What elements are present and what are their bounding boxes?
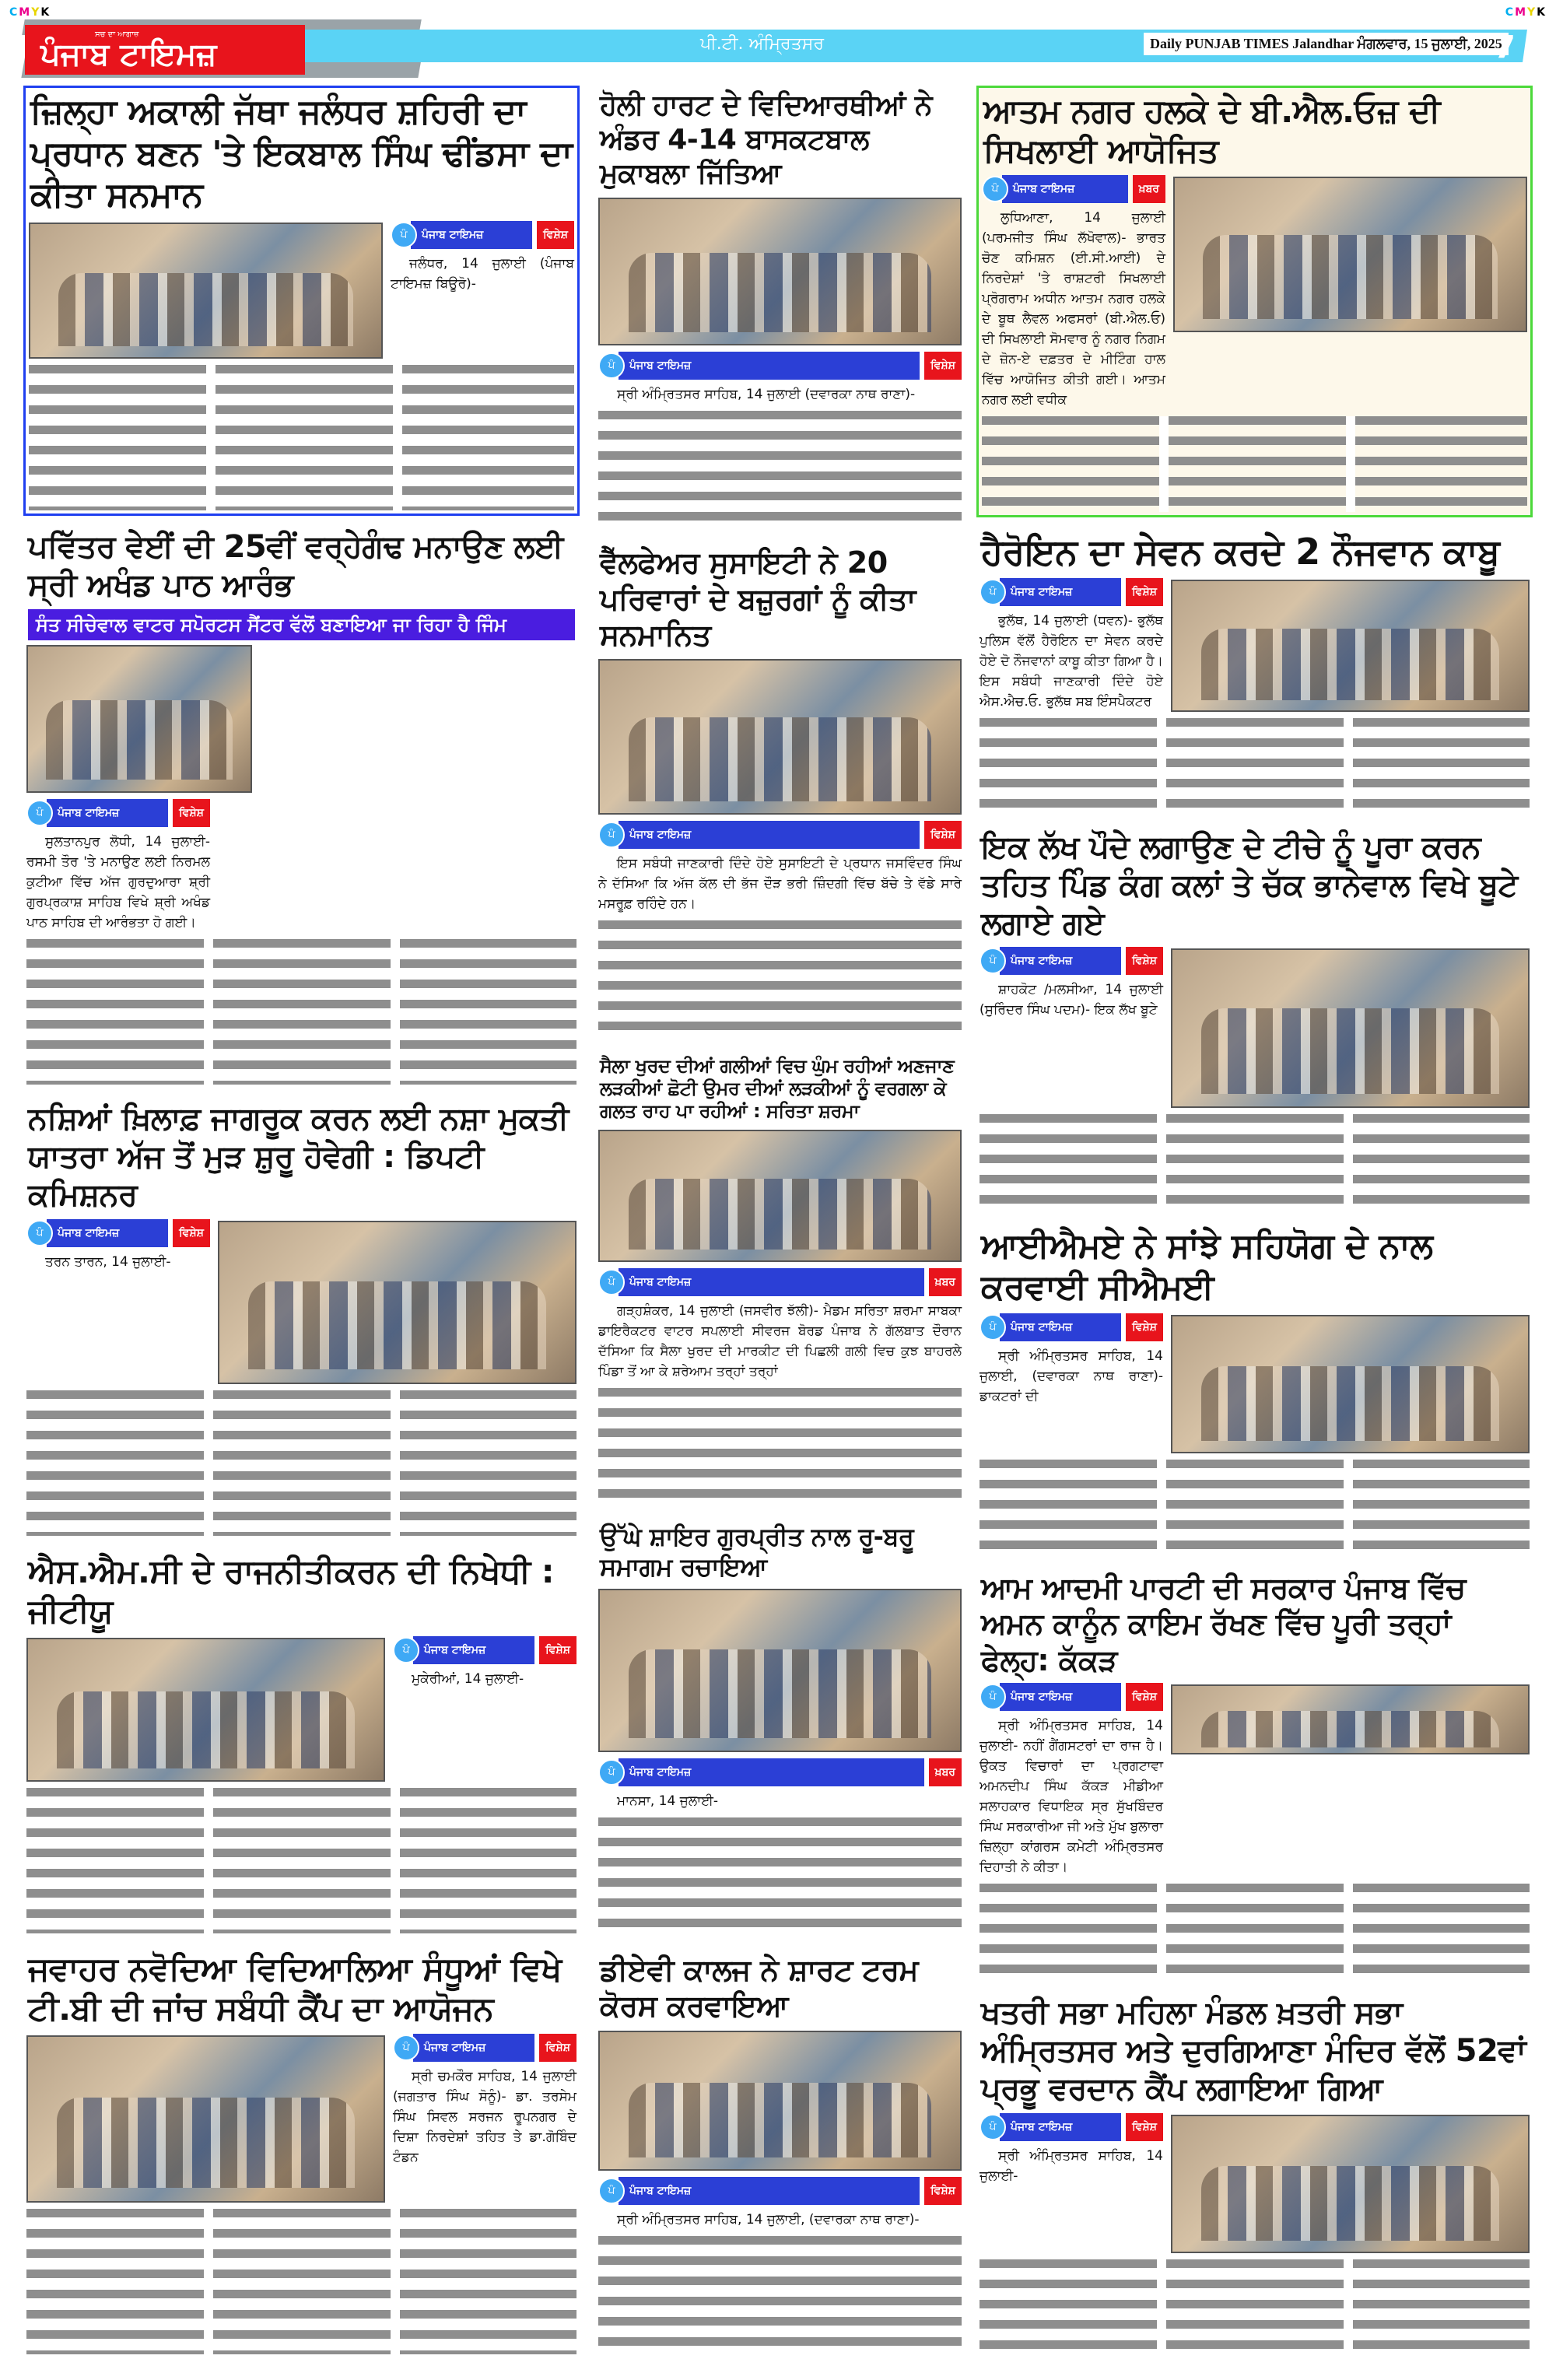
article-lead [980,2115,1163,2253]
article-photo [598,198,962,345]
photo-people [1201,1366,1500,1441]
article-photo [598,659,962,815]
news-article [976,1222,1533,1558]
badge-tag: ਖ਼ਬਰ [929,1268,962,1296]
article-content [595,1586,965,1814]
brand-logo-icon: ਪੰ [598,822,625,848]
photo-people [629,2083,931,2158]
column-left [23,86,580,2357]
cmyk-mark-left: CMYK [9,6,51,19]
article-body-columns [980,1460,1530,1555]
photo-people [629,1179,931,1250]
article-lead [980,1684,1163,1877]
article-content [26,219,577,362]
article-body-columns [26,2209,576,2354]
badge-tag: ਵਿਸ਼ੇਸ਼ [924,2177,962,2205]
article-photo [29,223,383,359]
article-photo [1171,948,1530,1108]
masthead-dateline: Daily PUNJAB TIMES Jalandhar ਮੰਗਲਵਾਰ, 15 ਜੁਲਾਈ, 2025 [1144,33,1509,55]
article-photo [26,2035,385,2203]
article-lead [980,948,1163,1108]
badge-brand: ਪੰਜਾਬ ਟਾਇਮਜ਼ [619,1268,924,1296]
masthead-logo [25,25,305,75]
source-badge [393,2035,576,2060]
brand-logo-icon: ਪੰ [393,1637,419,1663]
article-body-columns [598,411,962,530]
cmyk-mark-right: CMYK [1505,6,1547,19]
source-badge [982,177,1165,202]
article-subhead: ਸੰਤ ਸੀਚੇਵਾਲ ਵਾਟਰ ਸਪੋਰਟਸ ਸੈਂਟਰ ਵੱਲੋਂ ਬਣਾਇਆ ਜਾ ਰਿਹਾ ਹੈ ਜਿੰਮ [28,609,575,640]
article-photo [1173,177,1527,332]
source-badge [980,1315,1163,1340]
article-lead [598,353,962,405]
photo-people [1201,2166,1500,2241]
article-lead [980,1315,1163,1453]
article-body-columns [982,416,1527,511]
badge-brand: ਪੰਜਾਬ ਟਾਇਮਜ਼ [1000,1313,1121,1341]
news-article [976,86,1533,517]
source-badge [598,1760,962,1785]
news-article [595,1519,965,1940]
article-body-columns [26,1788,576,1933]
article-photo [26,1638,385,1782]
badge-tag: ਵਿਸ਼ੇਸ਼ [539,1636,576,1664]
source-badge [980,2115,1163,2140]
article-headline[interactable]: ਆਈਐਮਏ ਨੇ ਸਾਂਝੇ ਸਹਿਯੋਗ ਦੇ ਨਾਲ ਕਰਵਾਈ ਸੀਐਮਈ [981,1225,1433,1308]
article-dateline-text: ਮੁਕੇਰੀਆਂ, 14 ਜੁਲਾਈ- [412,1670,524,1687]
article-headline[interactable]: ਆਤਮ ਨਗਰ ਹਲਕੇ ਦੇ ਬੀ.ਐਲ.ਓਜ਼ ਦੀ ਸਿਖਲਾਈ ਆਯੋਜਿਤ [983,92,1441,170]
badge-brand: ਪੰਜਾਬ ਟਾਇਮਜ਼ [413,2034,534,2062]
news-article [595,1949,965,2357]
article-content [979,174,1530,413]
brand-logo-icon: ਪੰ [26,800,53,826]
logo-tagline: ਸਚ ਦਾ ਆਗਾਜ਼ [95,30,139,39]
news-article [23,1548,580,1937]
article-headline[interactable]: ਡੀਏਵੀ ਕਾਲਜ ਨੇ ਸ਼ਾਰਟ ਟਰਮ ਕੋਰਸ ਕਰਵਾਇਆ [600,1952,919,2024]
brand-logo-icon: ਪੰ [598,352,625,379]
photo-people [248,1281,547,1369]
article-photo [1171,1684,1530,1754]
article-content [23,2032,580,2206]
photo-people [629,1649,931,1737]
article-dateline-text: ਸ੍ਰੀ ਅੰਮ੍ਰਿਤਸਰ ਸਾਹਿਬ, 14 ਜੁਲਾਈ, (ਦਵਾਰਕਾ ਨਾਥ ਰਾਣਾ)- [617,2211,920,2228]
photo-people [1201,629,1500,699]
photo-people [57,1691,356,1769]
article-headline[interactable]: ਉੱਘੇ ਸ਼ਾਇਰ ਗੁਰਪ੍ਰੀਤ ਨਾਲ ਰੂ-ਬਰੂ ਸਮਾਗਮ ਰਚਾਇਆ [600,1522,914,1583]
article-content [976,2112,1533,2256]
article-body-columns [598,2236,962,2355]
article-body-columns [598,1388,962,1507]
photo-people [1201,1008,1500,1095]
badge-brand: ਪੰਜਾਬ ਟਾਇਮਜ਼ [1000,1683,1121,1711]
badge-tag: ਵਿਸ਼ੇਸ਼ [173,799,210,827]
article-headline[interactable]: ਹੈਰੋਇਨ ਦਾ ਸੇਵਨ ਕਰਦੇ 2 ਨੌਜਵਾਨ ਕਾਬੂ [981,530,1500,573]
news-article [595,542,965,1043]
article-dateline-text: ਮਾਨਸਾ, 14 ਜੁਲਾਈ- [617,1793,719,1810]
source-badge [26,801,210,825]
column-right [976,86,1533,2357]
brand-logo-icon: ਪੰ [598,1269,625,1295]
article-content [23,1218,580,1387]
badge-tag: ਵਿਸ਼ੇਸ਼ [1126,1683,1163,1711]
article-headline[interactable]: ਸੈਲਾ ਖੁਰਦ ਦੀਆਂ ਗਲੀਆਂ ਵਿਚ ਘੁੰਮ ਰਹੀਆਂ ਅਣਜਾਣ ਲੜਕੀਆਂ ਛੋਟੀ ਉਮਰ ਦੀਆਂ ਲੜਕੀਆਂ ਨੂੰ ਵਰਗਲਾ ਕੇ ਗਲਤ ਰਾਹ ਪਾ ਰਹੀਆਂ : ਸਰਿਤਾ ਸ਼ਰਮਾ [600,1054,955,1123]
badge-brand: ਪੰਜਾਬ ਟਾਇਮਜ਼ [619,1758,924,1786]
article-photo [598,1130,962,1262]
badge-tag: ਵਿਸ਼ੇਸ਼ [1126,947,1163,975]
article-body-columns [26,1390,576,1536]
badge-tag: ਵਿਸ਼ੇਸ਼ [924,821,962,849]
article-content [595,1127,965,1385]
article-body-columns [980,2259,1530,2354]
article-body-columns [26,939,576,1085]
photo-people [629,717,931,801]
article-lead [393,2035,576,2203]
source-badge [391,223,574,247]
article-dateline-text: ਤਰਨ ਤਾਰਨ, 14 ਜੁਲਾਈ- [45,1253,171,1270]
news-article [23,1946,580,2357]
article-lead [26,1221,210,1384]
badge-brand: ਪੰਜਾਬ ਟਾਇਮਜ਼ [413,1636,534,1664]
brand-logo-icon: ਪੰ [980,1684,1006,1710]
photo-people [57,2098,356,2188]
source-badge [980,1684,1163,1709]
article-headline[interactable]: ਹੋਲੀ ਹਾਰਟ ਦੇ ਵਿਦਿਆਰਥੀਆਂ ਨੇ ਅੰਡਰ 4-14 ਬਾਸਕਟਬਾਲ ਮੁਕਾਬਲਾ ਜਿੱਤਿਆ [600,89,933,190]
badge-tag: ਵਿਸ਼ੇਸ਼ [924,352,962,380]
article-headline[interactable]: ਆਮ ਆਦਮੀ ਪਾਰਟੀ ਦੀ ਸਰਕਾਰ ਪੰਜਾਬ ਵਿੱਚ ਅਮਨ ਕਾਨੂੰਨ ਕਾਇਮ ਰੱਖਣ ਵਿੱਚ ਪੂਰੀ ਤਰ੍ਹਾਂ ਫੇਲ੍ਹ: ਕੱਕੜ [981,1571,1466,1677]
brand-logo-icon: ਪੰ [26,1220,53,1246]
article-content [595,2028,965,2233]
badge-brand: ਪੰਜਾਬ ਟਾਇਮਜ਼ [1000,947,1121,975]
article-content [595,656,965,917]
badge-brand: ਪੰਜਾਬ ਟਾਇਮਜ਼ [411,221,532,249]
article-body-columns [980,718,1530,813]
article-dateline-text: ਜਲੰਧਰ, 14 ਜੁਲਾਈ (ਪੰਜਾਬ ਟਾਇਮਜ਼ ਬਿਊਰੋ)- [391,256,574,293]
edition-city: ਪੀ.ਟੀ. ਅੰਮ੍ਰਿਤਸਰ [700,34,825,54]
badge-brand: ਪੰਜਾਬ ਟਾਇਮਜ਼ [1000,2113,1121,2141]
article-content [23,642,580,936]
badge-brand: ਪੰਜਾਬ ਟਾਇਮਜ਼ [1000,578,1121,606]
news-article [976,825,1533,1213]
article-headline[interactable]: ਨਸ਼ਿਆਂ ਖ਼ਿਲਾਫ਼ ਜਾਗਰੂਕ ਕਰਨ ਲਈ ਨਸ਼ਾ ਮੁਕਤੀ ਯਾਤਰਾ ਅੱਜ ਤੋਂ ਮੁੜ ਸ਼ੁਰੂ ਹੋਵੇਗੀ : ਡਿਪਟੀ ਕਮਿਸ਼ਨਰ [28,1101,569,1214]
article-photo [218,1221,576,1384]
badge-tag: ਖ਼ਬਰ [1133,175,1165,203]
article-dateline-text: ਸ੍ਰੀ ਅੰਮ੍ਰਿਤਸਰ ਸਾਹਿਬ, 14 ਜੁਲਾਈ- ਨਹੀਂ ਗੈਂਗਸਟਰਾਂ ਦਾ ਰਾਜ ਹੈ। ਉਕਤ ਵਿਚਾਰਾਂ ਦਾ ਪ੍ਰਗਟਾਵਾ ਅਮਨਦੀਪ ਸਿੰਘ ਕੱਕੜ ਮੀਡੀਆ ਸਲਾਹਕਾਰ ਵਿਧਾਇਕ ਸ੍ਰ ਸੁੱਖਬਿੰਦਰ ਸਿੰਘ ਸਰਕਾਰੀਆ ਜੀ ਅਤੇ ਮੁੱਖ ਬੁਲਾਰਾ ਜ਼ਿਲ੍ਹਾ ਕਾਂਗਰਸ ਕਮੇਟੀ ਅੰਮ੍ਰਿਤਸਰ ਦਿਹਾਤੀ ਨੇ ਕੀਤਾ। [980,1718,1163,1876]
source-badge [980,580,1163,605]
article-dateline-text: ਇਸ ਸਬੰਧੀ ਜਾਣਕਾਰੀ ਦਿੰਦੇ ਹੋਏ ਸੁਸਾਇਟੀ ਦੇ ਪ੍ਰਧਾਨ ਜਸਵਿੰਦਰ ਸਿੰਘ ਨੇ ਦੱਸਿਆ ਕਿ ਅੱਜ ਕੱਲ ਦੀ ਭੱਜ ਦੌੜ ਭਰੀ ਜ਼ਿੰਦਗੀ ਵਿੱਚ ਬੱਚੇ ਤੇ ਵੱਡੇ ਸਾਰੇ ਮਸਰੂਫ਼ ਰਹਿੰਦੇ ਹਨ। [598,856,962,913]
article-content [595,195,965,408]
article-lead [26,801,210,933]
article-lead [982,177,1165,410]
badge-tag: ਵਿਸ਼ੇਸ਼ [1126,2113,1163,2141]
source-badge [598,353,962,378]
article-headline[interactable]: ਐਸ.ਐਮ.ਸੀ ਦੇ ਰਾਜਨੀਤੀਕਰਨ ਦੀ ਨਿਖੇਧੀ : ਜੀਟੀਯੂ [28,1552,555,1631]
article-photo [1171,2115,1530,2253]
article-lead [598,822,962,914]
article-content [976,1312,1533,1456]
news-article [976,527,1533,816]
article-content [976,577,1533,715]
badge-brand: ਪੰਜਾਬ ਟਾਇਮਜ਼ [619,821,920,849]
article-lead [393,1638,576,1782]
logo-name: ਪੰਜਾਬ ਟਾਇਮਜ਼ [40,36,217,72]
photo-people [1201,1711,1500,1747]
article-dateline-text: ਸ਼ਾਹਕੋਟ /ਮਲਸੀਆ, 14 ਜੁਲਾਈ (ਸੁਰਿੰਦਰ ਸਿੰਘ ਪਦਮ)- ਇਕ ਲੱਖ ਬੂਟੇ [980,982,1163,1018]
article-dateline-text: ਗੜ੍ਹਸ਼ੰਕਰ, 14 ਜੁਲਾਈ (ਜਸਵੀਰ ਝੱਲੀ)- ਮੈਡਮ ਸਰਿਤਾ ਸ਼ਰਮਾ ਸਾਬਕਾ ਡਾਇਰੈਕਟਰ ਵਾਟਰ ਸਪਲਾਈ ਸੀਵਰਜ ਬੋਰਡ ਪੰਜਾਬ ਨੇ ਗੱਲਬਾਤ ਦੌਰਾਨ ਦੱਸਿਆ ਕਿ ਸੈਲਾ ਖੁਰਦ ਦੀ ਮਾਰਕੀਟ ਦੀ ਪਿਛਲੀ ਗਲੀ ਵਿਚ ਕੁਝ ਬਾਹਰਲੇ ਪਿੰਡਾ ਤੋਂ ਆ ਕੇ ਸ਼ਰੇਆਮ ਤਰ੍ਹਾਂ ਤਰ੍ਹਾਂ [598,1302,962,1379]
photo-people [1203,235,1498,319]
article-lead [391,223,574,359]
article-lead [980,580,1163,712]
article-headline[interactable]: ਵੈੱਲਫੇਅਰ ਸੁਸਾਇਟੀ ਨੇ 20 ਪਰਿਵਾਰਾਂ ਦੇ ਬਜ਼ੁਰਗਾਂ ਨੂੰ ਕੀਤਾ ਸਨਮਾਨਿਤ [600,545,916,652]
source-badge [980,948,1163,973]
article-body-columns [29,365,574,510]
news-article [976,1991,1533,2357]
article-body-columns [598,1817,962,1937]
source-badge [26,1221,210,1246]
brand-logo-icon: ਪੰ [980,579,1006,605]
article-photo [598,2031,962,2171]
article-headline[interactable]: ਖਤਰੀ ਸਭਾ ਮਹਿਲਾ ਮੰਡਲ ਖ਼ਤਰੀ ਸਭਾ ਅੰਮ੍ਰਿਤਸਰ ਅਤੇ ਦੁਰਗਿਆਣਾ ਮੰਦਿਰ ਵੱਲੋਂ 52ਵਾਂ ਪ੍ਰਭੂ ਵਰਦਾਨ ਕੈਂਪ ਲਗਾਇਆ ਗਿਆ [981,1995,1526,2107]
article-lead [598,1270,962,1382]
badge-brand: ਪੰਜਾਬ ਟਾਇਮਜ਼ [47,799,168,827]
brand-logo-icon: ਪੰ [598,1759,625,1786]
article-photo [26,645,252,793]
article-photo [1171,1315,1530,1453]
news-article [23,86,580,516]
article-headline[interactable]: ਜ਼ਿਲ੍ਹਾ ਅਕਾਲੀ ਜੱਥਾ ਜਲੰਧਰ ਸ਼ਹਿਰੀ ਦਾ ਪ੍ਰਧਾਨ ਬਣਨ 'ਤੇ ਇਕਬਾਲ ਸਿੰਘ ਢੀਂਡਸਾ ਦਾ ਕੀਤਾ ਸਨਮਾਨ [30,92,573,216]
article-headline[interactable]: ਜਵਾਹਰ ਨਵੋਦਿਆ ਵਿਦਿਆਲਿਆ ਸੰਧੂਆਂ ਵਿਖੇ ਟੀ.ਬੀ ਦੀ ਜਾਂਚ ਸਬੰਧੀ ਕੈਂਪ ਦਾ ਆਯੋਜਨ [28,1950,562,2028]
news-article [23,525,580,1088]
brand-logo-icon: ਪੰ [598,2178,625,2204]
article-photo [1171,580,1530,712]
article-photo [598,1589,962,1752]
article-content [976,1681,1533,1881]
article-dateline-text: ਭੁਲੱਥ, 14 ਜੁਲਾਈ (ਧਵਨ)- ਭੁਲੱਥ ਪੁਲਿਸ ਵੱਲੋਂ ਹੈਰੋਇਨ ਦਾ ਸੇਵਨ ਕਰਦੇ ਹੋਏ ਦੋ ਨੌਜਵਾਨਾਂ ਕਾਬੂ ਕੀਤਾ ਗਿਆ ਹੈ। ਇਸ ਸਬੰਧੀ ਜਾਣਕਾਰੀ ਦਿੰਦੇ ਹੋਏ ਐਸ.ਐਚ.ਓ. ਭੁਲੱਥ ਸਬ ਇੰਸਪੈਕਟਰ [980,612,1163,710]
article-lead [598,1760,962,1811]
badge-tag: ਵਿਸ਼ੇਸ਼ [173,1219,210,1247]
badge-brand: ਪੰਜਾਬ ਟਾਇਮਜ਼ [47,1219,168,1247]
news-article [976,1567,1533,1982]
column-middle [595,86,965,2357]
article-lead [598,2178,962,2230]
badge-brand: ਪੰਜਾਬ ਟਾਇਮਜ਼ [619,352,920,380]
photo-people [46,700,233,780]
badge-tag: ਵਿਸ਼ੇਸ਼ [537,221,574,249]
badge-tag: ਵਿਸ਼ੇਸ਼ [1126,1313,1163,1341]
article-dateline-text: ਸ੍ਰੀ ਅੰਮ੍ਰਿਤਸਰ ਸਾਹਿਬ, 14 ਜੁਲਾਈ- [980,2147,1163,2184]
article-dateline-text: ਸੁਲਤਾਨਪੁਰ ਲੋਧੀ, 14 ਜੁਲਾਈ- ਰਸਮੀ ਤੌਰ 'ਤੇ ਮਨਾਉਣ ਲਈ ਨਿਰਮਲ ਕੁਟੀਆ ਵਿੱਚ ਅੱਜ ਗੁਰਦੁਆਰਾ ਸ਼੍ਰੀ ਗੁਰਪ੍ਰਕਾਸ਼ ਸਾਹਿਬ ਵਿਖੇ ਸ਼੍ਰੀ ਅਖੰਡ ਪਾਠ ਸਾਹਿਬ ਦੀ ਆਰੰਭਤਾ ਹੋ ਗਈ। [26,834,210,931]
photo-people [629,253,931,332]
badge-tag: ਵਿਸ਼ੇਸ਼ [539,2034,576,2062]
brand-logo-icon: ਪੰ [980,948,1006,974]
photo-people [58,273,353,346]
source-badge [598,2178,962,2203]
brand-logo-icon: ਪੰ [393,2035,419,2061]
news-article [595,1052,965,1509]
brand-logo-icon: ਪੰ [391,222,417,248]
badge-tag: ਖ਼ਬਰ [929,1758,962,1786]
article-body-columns [980,1114,1530,1209]
article-content [23,1635,580,1785]
article-headline[interactable]: ਪਵਿੱਤਰ ਵੇਈਂ ਦੀ 25ਵੀਂ ਵਰ੍ਹੇਗੰਢ ਮਨਾਉਣ ਲਈ ਸ੍ਰੀ ਅਖੰਡ ਪਾਠ ਆਰੰਭ [28,529,563,604]
article-body-columns [598,920,962,1039]
news-article [23,1097,580,1539]
news-article [595,86,965,532]
article-content [976,945,1533,1111]
brand-logo-icon: ਪੰ [980,2114,1006,2140]
article-dateline-text: ਸ੍ਰੀ ਚਮਕੌਰ ਸਾਹਿਬ, 14 ਜੁਲਾਈ (ਜਗਤਾਰ ਸਿੰਘ ਸੋਨੂੰ)- ਡਾ. ਤਰਸੇਮ ਸਿੰਘ ਸਿਵਲ ਸਰਜਨ ਰੂਪਨਗਰ ਦੇ ਦਿਸ਼ਾ ਨਿਰਦੇਸ਼ਾਂ ਤਹਿਤ ਤੇ ਡਾ.ਗੋਬਿੰਦ ਟੰਡਨ [393,2068,576,2165]
badge-tag: ਵਿਸ਼ੇਸ਼ [1126,578,1163,606]
source-badge [598,1270,962,1295]
article-dateline-text: ਲੁਧਿਆਣਾ, 14 ਜੁਲਾਈ (ਪਰਮਜੀਤ ਸਿੰਘ ਲੱਖੋਵਾਲ)- ਭਾਰਤ ਚੋਣ ਕਮਿਸ਼ਨ (ਈ.ਸੀ.ਆਈ) ਦੇ ਨਿਰਦੇਸ਼ਾਂ 'ਤੇ ਰਾਸ਼ਟਰੀ ਸਿਖਲਾਈ ਪ੍ਰੋਗਰਾਮ ਅਧੀਨ ਆਤਮ ਨਗਰ ਹਲਕੇ ਦੇ ਬੂਥ ਲੈਵਲ ਅਫਸਰਾਂ (ਬੀ.ਐਲ.ਓ) ਦੀ ਸਿਖਲਾਈ ਸੋਮਵਾਰ ਨੂੰ ਨਗਰ ਨਿਗਮ ਦੇ ਜ਼ੋਨ-ਏ ਦਫ਼ਤਰ ਦੇ ਮੀਟਿੰਗ ਹਾਲ ਵਿੱਚ ਆਯੋਜਿਤ ਕੀਤੀ ਗਈ। ਆਤਮ ਨਗਰ ਲਈ ਵਧੀਕ [982,210,1165,408]
article-dateline-text: ਸ੍ਰੀ ਅੰਮ੍ਰਿਤਸਰ ਸਾਹਿਬ, 14 ਜੁਲਾਈ (ਦਵਾਰਕਾ ਨਾਥ ਰਾਣਾ)- [617,386,916,402]
source-badge [393,1638,576,1663]
source-badge [598,822,962,847]
brand-logo-icon: ਪੰ [980,1314,1006,1341]
article-headline[interactable]: ਇਕ ਲੱਖ ਪੌਦੇ ਲਗਾਉਣ ਦੇ ਟੀਚੇ ਨੂੰ ਪੂਰਾ ਕਰਨ ਤਹਿਤ ਪਿੰਡ ਕੰਗ ਕਲਾਂ ਤੇ ਚੱਕ ਭਾਨੇਵਾਲ ਵਿਖੇ ਬੂਟੇ ਲਗਾਏ ਗਏ [981,829,1518,941]
badge-brand: ਪੰਜਾਬ ਟਾਇਮਜ਼ [619,2177,920,2205]
brand-logo-icon: ਪੰ [982,176,1008,202]
badge-brand: ਪੰਜਾਬ ਟਾਇਮਜ਼ [1002,175,1128,203]
page-number: 7 [1494,30,1516,65]
article-dateline-text: ਸ੍ਰੀ ਅੰਮ੍ਰਿਤਸਰ ਸਾਹਿਬ, 14 ਜੁਲਾਈ, (ਦਵਾਰਕਾ ਨਾਥ ਰਾਣਾ)-ਡਾਕਟਰਾਂ ਦੀ [980,1348,1163,1404]
article-body-columns [980,1884,1530,1979]
